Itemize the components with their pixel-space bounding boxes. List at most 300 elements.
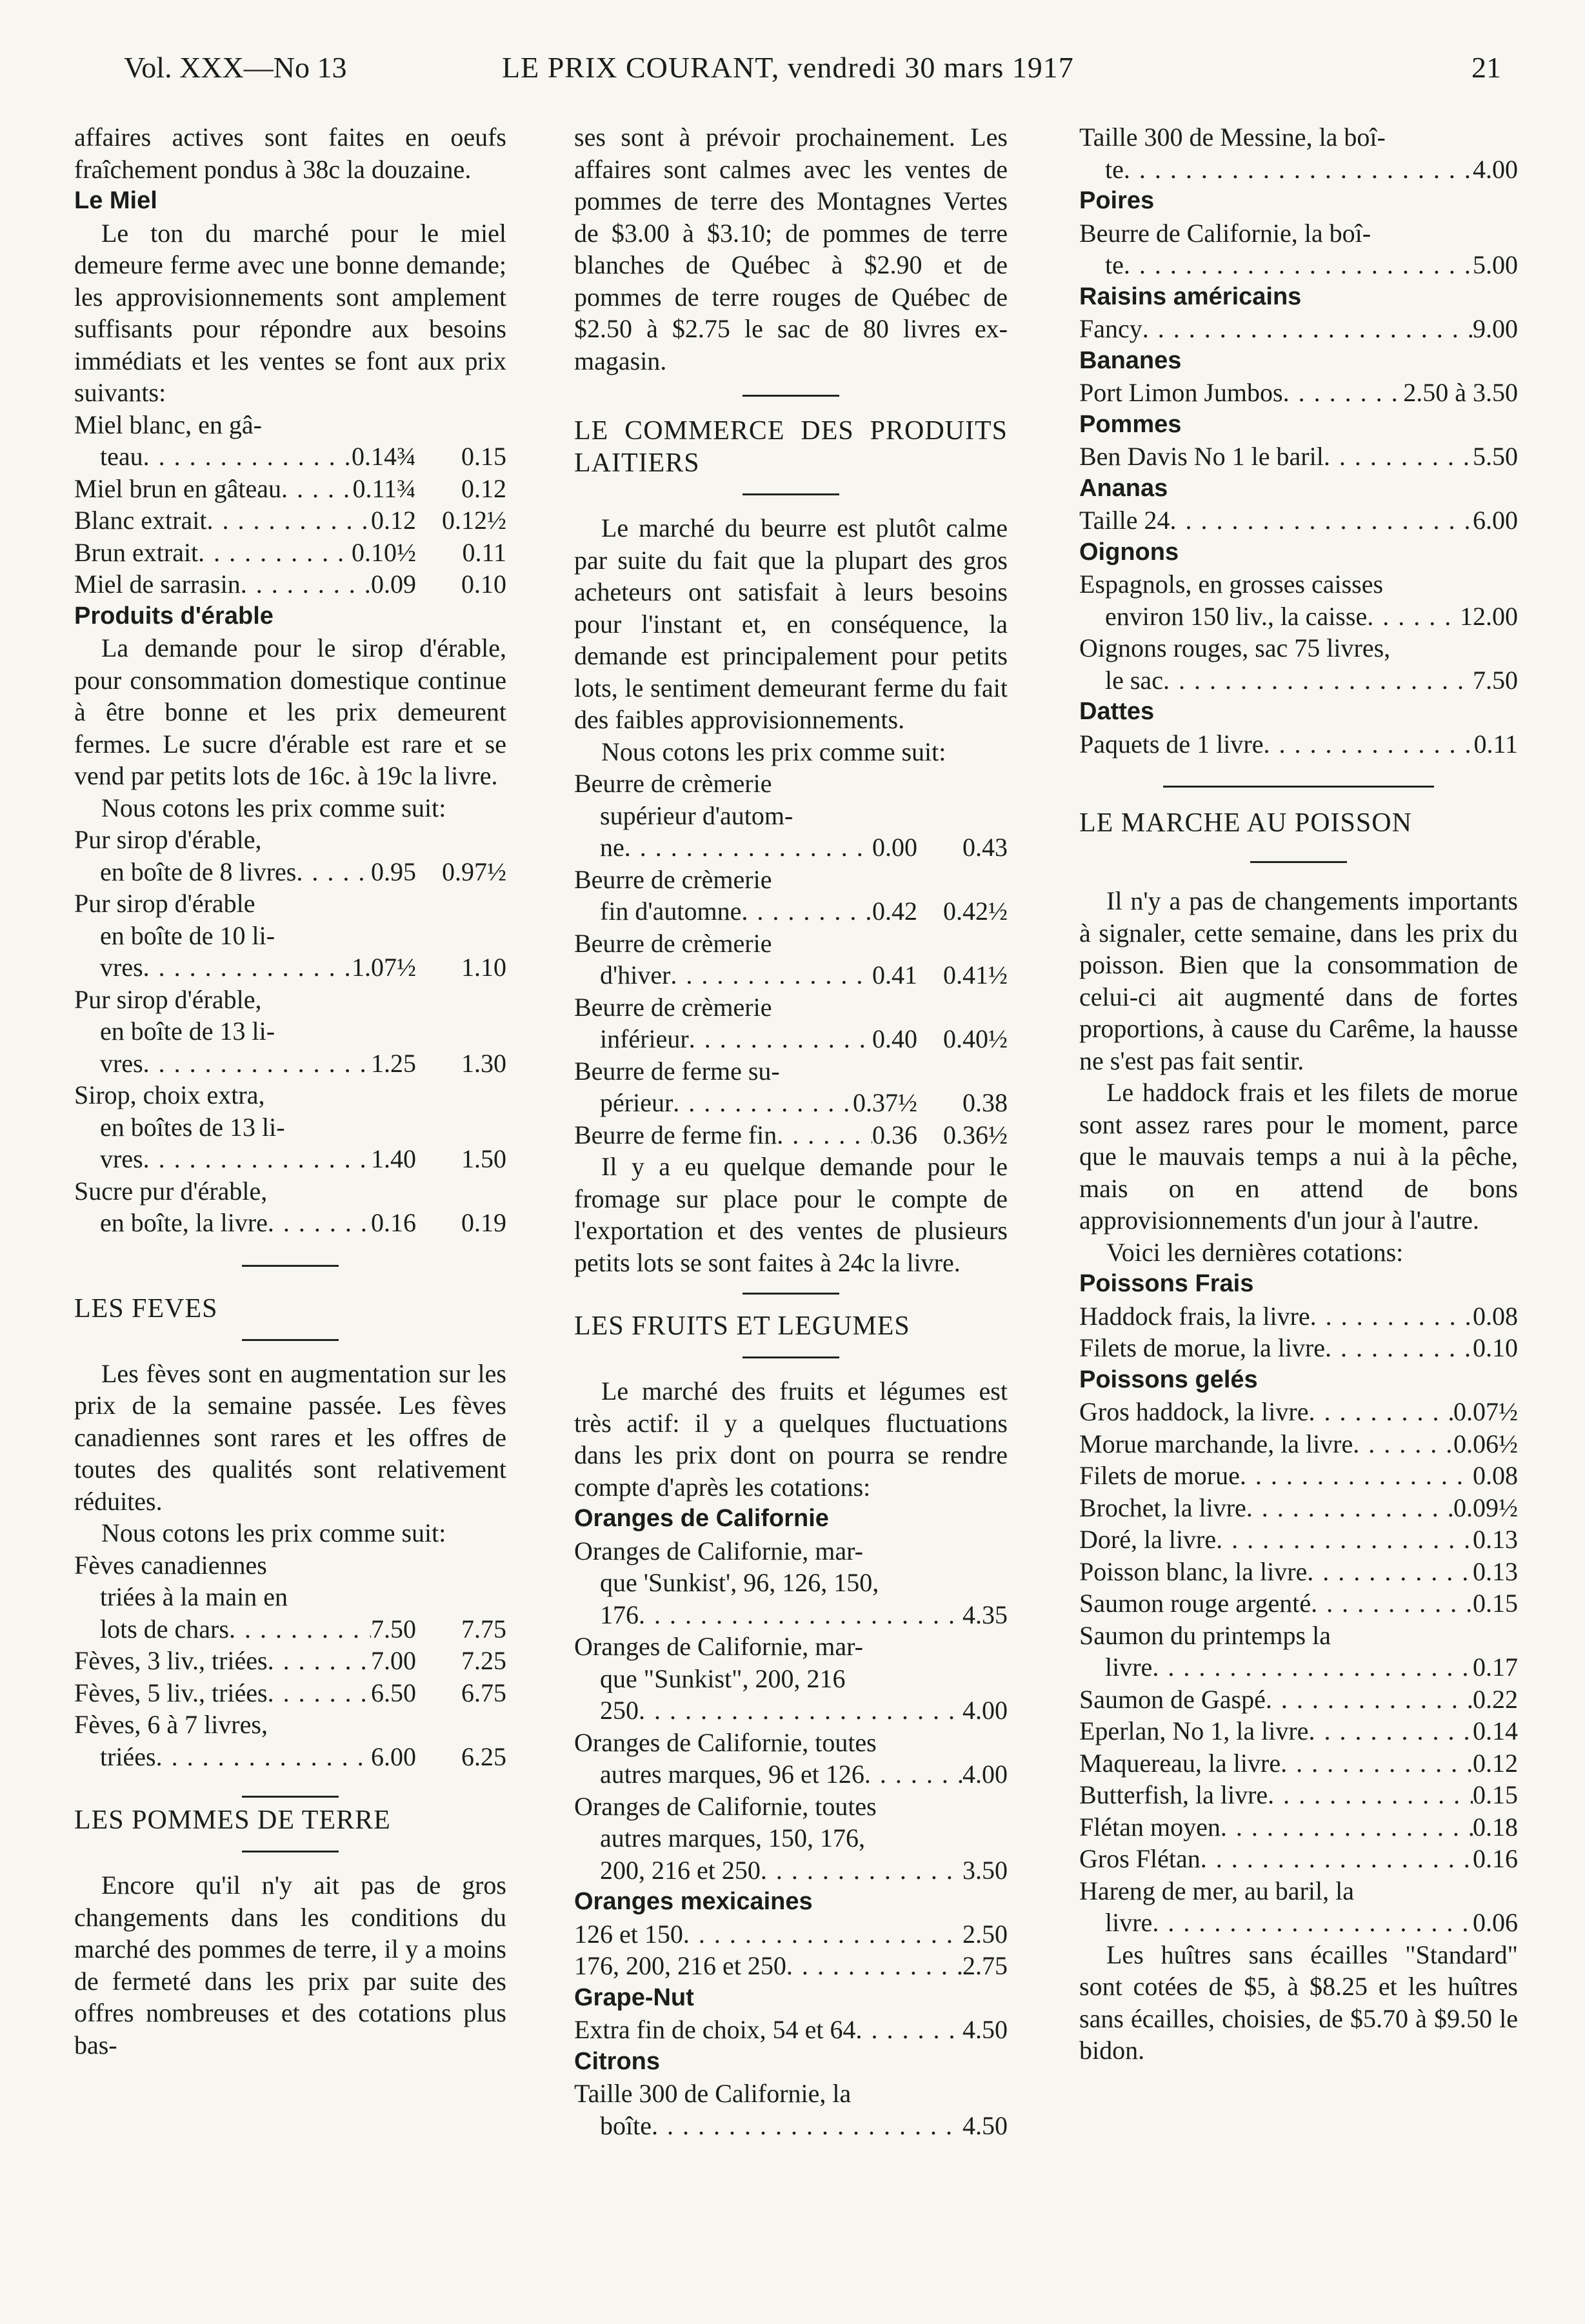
price-low: 4.00 — [1473, 154, 1518, 184]
divider — [242, 1265, 339, 1267]
price-high: 6.25 — [461, 1742, 506, 1771]
price-low: 4.50 — [962, 2110, 1008, 2140]
item-label: Eperlan, No 1, la livre — [1079, 1716, 1309, 1745]
subheading: Ananas — [1079, 474, 1168, 502]
item-label: le sac — [1105, 665, 1163, 695]
item-label-line: triées à la main en — [100, 1582, 288, 1611]
subheading-oranges-californie: Oranges de Californie — [574, 1505, 829, 1532]
price-high: 1.50 — [461, 1144, 506, 1173]
leader-dots — [156, 1741, 371, 1773]
section-heading-erable: Produits d'érable — [74, 602, 274, 630]
price-low: 0.42 — [872, 897, 917, 926]
item-label: environ 150 liv., la caisse — [1105, 601, 1368, 631]
price-list-poissons-geles — [1079, 1396, 1518, 1939]
price-row — [1079, 313, 1518, 345]
price-row — [74, 504, 506, 537]
price-item — [1079, 728, 1518, 760]
paragraph: Il y a eu quelque demande pour le fromage sur place pour le compte de l'exportation et des ventes de plusieurs petits lots se sont faites à 24c la livre. — [574, 1152, 1008, 1277]
price-row — [74, 1645, 506, 1677]
leader-dots — [143, 951, 352, 984]
price-row — [74, 1207, 506, 1239]
item-label-line: en boîte de 10 li- — [100, 920, 275, 950]
item-label: Fancy — [1079, 314, 1142, 343]
price-high: 0.42½ — [943, 897, 1008, 926]
price-high: 0.36½ — [943, 1120, 1008, 1149]
item-label: triées — [100, 1742, 156, 1771]
volume-number: Vol. XXX—No 13 — [124, 51, 347, 84]
item-label-line: Miel blanc, en gâ- — [74, 410, 262, 439]
price-high: 0.11 — [462, 537, 506, 567]
price-item — [74, 888, 506, 984]
item-label: Beurre de ferme fin — [574, 1120, 777, 1149]
price-item — [1079, 1492, 1518, 1524]
item-label: Port Limon Jumbos — [1079, 378, 1283, 407]
divider — [743, 493, 839, 495]
price-low: 0.00 — [872, 833, 917, 862]
column-2 — [574, 121, 1008, 2141]
divider — [743, 1293, 839, 1295]
leader-dots — [689, 1023, 872, 1055]
item-label-line: Fèves, 6 à 7 livres, — [74, 1710, 268, 1739]
price-row — [1079, 1843, 1518, 1875]
price-low: 0.06 — [1473, 1908, 1518, 1937]
price-low: 0.07½ — [1453, 1397, 1518, 1426]
leader-dots — [639, 1694, 962, 1727]
price-row — [574, 1599, 1008, 1631]
leader-dots — [206, 504, 371, 537]
price-high: 6.75 — [461, 1678, 506, 1707]
price-item — [574, 768, 1008, 864]
subheading-oranges-mexicaines: Oranges mexicaines — [574, 1888, 813, 1915]
subheading-citrons: Citrons — [574, 2047, 660, 2075]
item-label-line: Beurre de Californie, la boî- — [1079, 218, 1371, 248]
item-label: teau — [100, 442, 143, 471]
leader-dots — [1152, 1907, 1473, 1939]
price-row — [1079, 1779, 1518, 1811]
leader-dots — [1266, 1683, 1473, 1716]
price-high: 0.19 — [461, 1208, 506, 1237]
item-label: te — [1105, 250, 1124, 279]
price-high: 1.10 — [461, 953, 506, 982]
divider — [242, 1796, 339, 1798]
price-row — [74, 1741, 506, 1773]
price-item — [74, 1709, 506, 1773]
leader-dots — [1281, 1747, 1473, 1780]
leader-dots — [1283, 377, 1404, 409]
price-item — [74, 537, 506, 569]
item-label-line: Beurre de ferme su- — [574, 1056, 780, 1086]
item-label: Filets de morue, la livre — [1079, 1333, 1326, 1362]
price-low: 0.11 — [1473, 729, 1518, 759]
price-high: 0.40½ — [943, 1024, 1008, 1053]
price-list-erable — [74, 824, 506, 1239]
price-item — [1079, 1779, 1518, 1811]
item-label-line: Sirop, choix extra, — [74, 1080, 265, 1109]
price-low: 0.10 — [1473, 1333, 1518, 1362]
item-label: en boîte de 8 livres — [100, 857, 297, 886]
price-list — [1079, 121, 1518, 185]
divider — [743, 395, 839, 397]
item-label-line: Sucre pur d'érable, — [74, 1176, 268, 1206]
price-row — [574, 1950, 1008, 1982]
item-label-line: en boîtes de 13 li- — [100, 1112, 285, 1142]
price-low: 0.06½ — [1453, 1429, 1518, 1458]
item-label: en boîte, la livre — [100, 1208, 268, 1237]
price-item — [574, 1535, 1008, 1631]
price-row — [1079, 1747, 1518, 1780]
leader-dots — [1216, 1524, 1473, 1556]
price-row — [74, 473, 506, 505]
price-low: 0.95 — [371, 857, 416, 886]
price-low: 4.50 — [962, 2015, 1008, 2044]
price-low: 0.12 — [371, 506, 416, 535]
item-label: 176, 200, 216 et 250 — [574, 1951, 786, 1980]
item-label: Brun extrait — [74, 537, 199, 567]
price-item — [1079, 217, 1518, 281]
item-label: Paquets de 1 livre — [1079, 729, 1264, 759]
price-list-citrons — [574, 2078, 1008, 2141]
item-label: Taille 24 — [1079, 506, 1170, 535]
item-label: Filets de morue — [1079, 1461, 1240, 1490]
subheading-poissons-geles: Poissons gelés — [1079, 1366, 1258, 1393]
price-item — [74, 1079, 506, 1175]
price-item — [74, 1549, 506, 1645]
leader-dots — [1308, 1396, 1453, 1428]
price-item — [1079, 1747, 1518, 1780]
column-3 — [1079, 121, 1518, 2067]
item-label: 126 et 150 — [574, 1919, 683, 1949]
item-label-line: Taille 300 de Messine, la boî- — [1079, 123, 1386, 152]
price-low: 0.22 — [1473, 1684, 1518, 1714]
item-label-line: Beurre de crèmerie — [574, 992, 772, 1022]
subheading: Oignons — [1079, 538, 1179, 566]
price-item — [1079, 632, 1518, 696]
price-item — [574, 1119, 1008, 1151]
price-list — [1079, 441, 1518, 473]
leader-dots — [1240, 1460, 1473, 1492]
price-row — [74, 1143, 506, 1175]
price-list — [1079, 313, 1518, 345]
price-row — [1079, 1524, 1518, 1556]
subheading: Pommes — [1079, 410, 1182, 438]
price-low: 6.50 — [371, 1678, 416, 1707]
price-row — [74, 1048, 506, 1080]
section-title-fruits: LES FRUITS ET LEGUMES — [574, 1311, 910, 1341]
paragraph: Le marché des fruits et légumes est très actif: il y a quelques fluctuations dans les prix dont on pourra se rendre compte d'après les cotations: — [574, 1376, 1008, 1502]
section-title-poisson: LE MARCHE AU POISSON — [1079, 808, 1412, 838]
item-label-line: Taille 300 de Californie, la — [574, 2079, 852, 2108]
price-item — [1079, 1556, 1518, 1588]
price-item — [1079, 1683, 1518, 1716]
price-row — [1079, 249, 1518, 281]
leader-dots — [1307, 1556, 1473, 1588]
price-item — [1079, 1460, 1518, 1492]
price-low: 1.40 — [371, 1144, 416, 1173]
paragraph: Il n'y a pas de changements importants à signaler, cette semaine, dans les prix du poisson. Bien que la consommation de celui-ci ait augmenté dans de fortes proportions, à cause du Carême, la hausse ne s'est pas fait sentir. — [1079, 886, 1518, 1075]
leader-dots — [1201, 1843, 1473, 1875]
item-label: vres — [100, 953, 143, 982]
leader-dots — [296, 856, 371, 888]
price-low: 0.14¾ — [352, 442, 416, 471]
item-label-line: Oranges de Californie, toutes — [574, 1791, 877, 1821]
price-low: 0.15 — [1473, 1589, 1518, 1618]
price-list-poissons-frais — [1079, 1300, 1518, 1364]
price-item — [574, 991, 1008, 1055]
price-row — [1079, 1651, 1518, 1683]
price-row — [1079, 1332, 1518, 1364]
price-low: 0.16 — [1473, 1844, 1518, 1873]
price-row — [1079, 154, 1518, 186]
price-item — [1079, 377, 1518, 409]
price-low: 6.00 — [1473, 506, 1518, 535]
price-row — [74, 856, 506, 888]
price-list — [1079, 568, 1518, 696]
price-low: 4.00 — [962, 1760, 1008, 1789]
paragraph: Le haddock frais et les filets de morue sont assez rares pour le moment, parce que le mauvais temps a nui à la pêche, mais on en attend de bons approvisionnements d'un jour à l'autre. — [1079, 1078, 1518, 1235]
price-low: 0.09 — [371, 570, 416, 599]
item-label-line: Beurre de crèmerie — [574, 928, 772, 958]
price-row — [74, 1677, 506, 1709]
price-item — [574, 1055, 1008, 1119]
price-low: 12.00 — [1460, 601, 1518, 631]
price-item — [1079, 1811, 1518, 1843]
item-label: Gros Flétan — [1079, 1844, 1201, 1873]
price-item — [1079, 1715, 1518, 1747]
price-item — [74, 984, 506, 1080]
item-label-line: Hareng de mer, au baril, la — [1079, 1876, 1354, 1905]
price-item — [574, 2078, 1008, 2141]
price-row — [1079, 664, 1518, 697]
leader-dots — [683, 1918, 962, 1951]
section-heading-miel: Le Miel — [74, 187, 157, 214]
price-low: 5.00 — [1473, 250, 1518, 279]
price-row — [1079, 1396, 1518, 1428]
paragraph: Le ton du marché pour le miel demeure ferme avec une bonne demande; les approvisionnements sont amplement suffisants pour répondre aux besoins immédiats et les ventes se font aux prix suivants: — [74, 218, 506, 407]
item-label: Miel de sarrasin — [74, 570, 241, 599]
item-label: d'hiver — [600, 960, 671, 989]
leader-dots — [624, 831, 872, 864]
price-row — [74, 537, 506, 569]
leader-dots — [198, 537, 352, 569]
price-low: 4.35 — [962, 1600, 1008, 1629]
item-label: vres — [100, 1048, 143, 1078]
masthead: LE PRIX COURANT, vendredi 30 mars 1917 — [502, 51, 1074, 84]
price-row — [1079, 441, 1518, 473]
price-low: 0.08 — [1473, 1301, 1518, 1331]
price-item — [74, 504, 506, 537]
leader-dots — [1163, 664, 1473, 697]
intro-paragraph: affaires actives sont faites en oeufs fraîchement pondus à 38c la douzaine. — [74, 123, 506, 184]
divider — [743, 1356, 839, 1358]
price-item — [1079, 313, 1518, 345]
paragraph: La demande pour le sirop d'érable, pour consommation domestique continue à être bonne et les prix demeurent fermes. Le sucre d'érable est rare et se vend par petits lots de 16c. à 19c la livre. — [74, 633, 506, 790]
item-label: te — [1105, 154, 1124, 184]
price-row — [1079, 1556, 1518, 1588]
item-label: Fèves, 3 liv., triées — [74, 1646, 268, 1675]
price-row — [1079, 1587, 1518, 1620]
price-low: 0.10½ — [352, 537, 416, 567]
price-low: 2.75 — [962, 1951, 1008, 1980]
price-low: 0.08 — [1473, 1461, 1518, 1490]
item-label-line: Pur sirop d'érable — [74, 889, 255, 918]
leader-dots — [143, 441, 352, 473]
leader-dots — [143, 1048, 371, 1080]
price-list — [1079, 728, 1518, 760]
paragraph: Encore qu'il n'y ait pas de gros changements dans les conditions du marché des pommes de terre, il y a moins de fermeté dans les prix par suite des offres nombreuses et des cotations plus bas- — [74, 1871, 506, 2060]
leader-dots — [639, 1599, 962, 1631]
item-label-line: Pur sirop d'érable, — [74, 984, 262, 1014]
price-low: 9.00 — [1473, 314, 1518, 343]
leader-dots — [864, 1758, 962, 1791]
price-row — [1079, 1811, 1518, 1843]
price-list-oranges-mexicaines — [574, 1918, 1008, 1982]
item-label: Blanc extrait — [74, 506, 207, 535]
price-row — [574, 1918, 1008, 1951]
price-low: 0.16 — [371, 1208, 416, 1237]
price-low: 0.09½ — [1453, 1493, 1518, 1522]
leader-dots — [1353, 1428, 1453, 1460]
price-low: 5.50 — [1473, 442, 1518, 471]
leader-dots — [1268, 1779, 1473, 1811]
price-item — [1079, 1620, 1518, 1683]
price-low: 1.07½ — [352, 953, 416, 982]
price-item — [574, 1918, 1008, 1951]
item-label: Extra fin de choix, 54 et 64 — [574, 2015, 856, 2044]
price-low: 0.12 — [1473, 1748, 1518, 1778]
leader-dots — [1170, 504, 1473, 537]
price-list-oranges-californie — [574, 1535, 1008, 1887]
item-label: boîte — [600, 2110, 652, 2140]
price-low: 6.00 — [371, 1742, 416, 1771]
price-high: 1.30 — [461, 1048, 506, 1078]
leader-dots — [777, 1119, 872, 1151]
paragraph: Nous cotons les prix comme suit: — [101, 1518, 446, 1547]
leader-dots — [1124, 154, 1473, 186]
leader-dots — [1310, 1300, 1473, 1333]
divider — [242, 1851, 339, 1852]
price-row — [1079, 1492, 1518, 1524]
leader-dots — [229, 1613, 371, 1645]
price-low: 0.17 — [1473, 1653, 1518, 1682]
price-item — [574, 2014, 1008, 2046]
price-item — [574, 1791, 1008, 1887]
item-label: Haddock frais, la livre — [1079, 1301, 1310, 1331]
price-list-beurre — [574, 768, 1008, 1151]
price-low: 4.00 — [962, 1696, 1008, 1725]
subheading-grape-nut: Grape-Nut — [574, 1983, 694, 2011]
leader-dots — [741, 895, 872, 928]
price-item — [1079, 1300, 1518, 1333]
price-high: 7.25 — [461, 1646, 506, 1675]
price-item — [1079, 1332, 1518, 1364]
price-row — [1079, 728, 1518, 760]
price-item — [1079, 1396, 1518, 1428]
leader-dots — [1124, 249, 1473, 281]
price-low: 7.50 — [371, 1614, 416, 1644]
price-list-grape-nut — [574, 2014, 1008, 2046]
item-label-line: Espagnols, en grosses caisses — [1079, 570, 1384, 599]
paragraph: Nous cotons les prix comme suit: — [601, 737, 946, 766]
item-label-line: que "Sunkist", 200, 216 — [600, 1664, 846, 1693]
price-low: 0.41 — [872, 960, 917, 989]
leader-dots — [241, 568, 371, 601]
leader-dots — [652, 2110, 962, 2142]
price-item — [74, 473, 506, 505]
leader-dots — [1264, 728, 1474, 760]
paragraph: Voici les dernières cotations: — [1106, 1237, 1404, 1267]
section-title-feves: LES FEVES — [74, 1293, 218, 1324]
price-row — [1079, 1428, 1518, 1460]
item-label: Flétan moyen — [1079, 1812, 1221, 1842]
price-high: 0.12 — [461, 473, 506, 503]
price-low: 0.13 — [1473, 1525, 1518, 1554]
leader-dots — [281, 473, 352, 505]
price-row — [574, 1023, 1008, 1055]
price-item — [74, 409, 506, 473]
item-label-line: Oranges de Californie, toutes — [574, 1727, 877, 1757]
price-item — [1079, 504, 1518, 537]
price-row — [574, 1854, 1008, 1887]
price-item — [1079, 568, 1518, 632]
price-list-miel — [74, 409, 506, 601]
price-item — [1079, 441, 1518, 473]
price-low: 2.50 à 3.50 — [1403, 378, 1518, 407]
leader-dots — [268, 1645, 371, 1677]
item-label: Poisson blanc, la livre — [1079, 1556, 1308, 1586]
item-label-line: Beurre de crèmerie — [574, 864, 772, 894]
price-list — [1079, 504, 1518, 537]
section-title-pommes-de-terre: LES POMMES DE TERRE — [74, 1805, 391, 1835]
subheading: Poires — [1079, 187, 1155, 214]
price-list — [1079, 217, 1518, 281]
price-row — [574, 1694, 1008, 1727]
price-item — [74, 1677, 506, 1709]
price-item — [1079, 1524, 1518, 1556]
price-high: 0.38 — [962, 1088, 1008, 1117]
price-low: 7.00 — [371, 1646, 416, 1675]
item-label-line: en boîte de 13 li- — [100, 1017, 275, 1046]
price-row — [74, 1613, 506, 1645]
item-label: Saumon de Gaspé — [1079, 1684, 1266, 1714]
intro-paragraph: ses sont à prévoir prochainement. Les affaires sont calmes avec les ventes de pommes de terre des Montagnes Vertes de $3.00 à $3.10; de pommes de terre blanches de Québec à $2.90 et de pommes de terre rouges de Québec de $2.50 à $2.75 le sac de 80 livres ex-magasin. — [574, 123, 1008, 375]
leader-dots — [143, 1143, 371, 1175]
price-high: 0.43 — [962, 833, 1008, 862]
price-item — [74, 1175, 506, 1239]
page-number: 21 — [1471, 51, 1501, 84]
price-low: 2.50 — [962, 1919, 1008, 1949]
price-low: 3.50 — [962, 1855, 1008, 1885]
paragraph: Les fèves sont en augmentation sur les prix de la semaine passée. Les fèves canadiennes sont rares et les offres de toutes des qualités sont relativement réduites. — [74, 1358, 506, 1516]
price-low: 0.40 — [872, 1024, 917, 1053]
item-label: Maquereau, la livre — [1079, 1748, 1281, 1778]
leader-dots — [761, 1854, 962, 1887]
item-label: Butterfish, la livre — [1079, 1780, 1268, 1809]
divider — [242, 1339, 339, 1341]
page-header — [0, 0, 1585, 123]
price-low: 0.14 — [1473, 1716, 1518, 1745]
item-label: Gros haddock, la livre — [1079, 1397, 1309, 1426]
item-label: Brochet, la livre — [1079, 1493, 1246, 1522]
fruit-price-groups — [1079, 121, 1518, 760]
item-label: Ben Davis No 1 le baril — [1079, 442, 1324, 471]
price-row — [1079, 1907, 1518, 1939]
item-label-line: Beurre de crèmerie — [574, 769, 772, 798]
price-row — [574, 831, 1008, 864]
item-label: ne — [600, 833, 624, 862]
item-label: livre — [1105, 1653, 1153, 1682]
item-label-line: Oranges de Californie, mar- — [574, 1632, 863, 1661]
price-high: 0.15 — [461, 442, 506, 471]
